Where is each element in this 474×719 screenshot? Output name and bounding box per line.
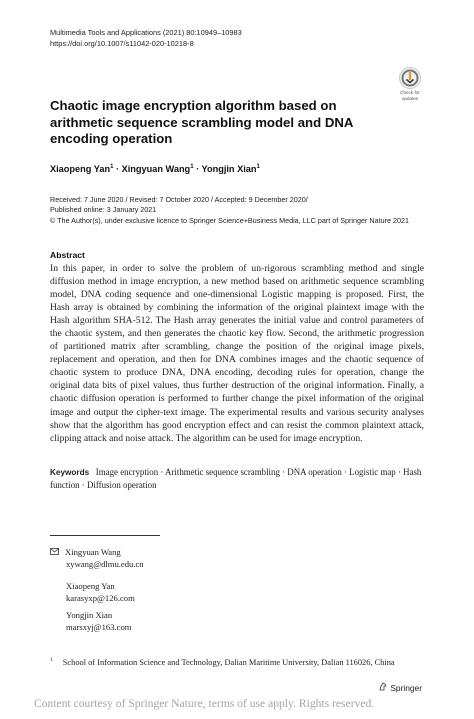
- keywords-list: Image encryption · Arithmetic sequence scrambling · DNA operation · Logistic map · Hash function · Diffusion operation: [50, 467, 422, 490]
- doi-link[interactable]: https://doi.org/10.1007/s11042-020-10218-8: [50, 38, 194, 48]
- author-affil-marker: 1: [110, 164, 114, 170]
- author-name[interactable]: Xingyuan Wang: [121, 164, 191, 174]
- keywords-label: Keywords: [50, 468, 90, 477]
- abstract-text: In this paper, in order to solve the problem of un-rigorous scrambling method and single diffusion method in image encryption, a new method based on arithmetic sequence scrambling model, DNA coding sequence and one-dimensional Logistic mapping is proposed. First, the Hash array is obtained by combining the information of the original plaintext image with the Hash algorithm SHA-512. The Hash array generates the initial value and control parameters of the chaotic system, and then generates the chaotic key flow. Second, the arithmetic progression of partitioned matrix after scrambling, change the position of the original image pixels, replacement and operation, and then for DNA combines images and the chaotic sequence of chaotic system to produce DNA, DNA encoding, decoding rules for operation, change the original data bits of pixel values, thus further destruction of the original information. Finally, a chaotic diffusion operation is performed to further change the pixel information of the original image and output the cipher-text image. The experimental results and various security analyses show that the algorithm has good encryption effect and can resist the common plaintext attack, clipping attack and noise attack. The algorithm can be used for image encryption.: [50, 263, 424, 444]
- springer-horse-icon: [378, 683, 390, 693]
- copyright-line: © The Author(s), under exclusive licence to Springer Science+Business Media, LLC part of Springer Nature 2021: [50, 215, 409, 225]
- journal-header: [50, 28, 242, 49]
- courtesy-watermark: Content courtesy of Springer Nature, terms of use apply. Rights reserved.: [34, 697, 375, 710]
- check-for-updates-icon: [399, 67, 421, 89]
- check-for-updates-label-1: Check for: [400, 90, 420, 95]
- keywords: [50, 466, 428, 492]
- publisher-name: Springer: [390, 683, 422, 693]
- contact-name: Xiaopeng Yan: [66, 581, 115, 591]
- author-name[interactable]: Yongjin Xian: [201, 164, 257, 174]
- author-affil-marker: 1: [190, 164, 194, 170]
- author-separator: ·: [115, 164, 120, 174]
- publisher-logo: [378, 682, 422, 693]
- published-online: Published online: 3 January 2021: [50, 205, 157, 215]
- corresponding-author-name: Xingyuan Wang: [65, 547, 121, 557]
- corresponding-author: [50, 547, 144, 570]
- contact-email[interactable]: marsxyj@163.com: [66, 621, 132, 632]
- author-list: [50, 164, 260, 174]
- check-for-updates-badge[interactable]: [393, 67, 427, 99]
- history-dates: Received: 7 June 2020 / Revised: 7 October 2020 / Accepted: 9 December 2020/: [50, 195, 308, 204]
- author-affil-marker: 1: [256, 164, 260, 170]
- contact-email[interactable]: karasyxp@126.com: [66, 592, 135, 603]
- journal-citation: Multimedia Tools and Applications (2021) 80:10949–10983: [50, 28, 242, 37]
- author-name[interactable]: Xiaopeng Yan: [50, 164, 111, 174]
- contact-block: [66, 610, 131, 633]
- check-for-updates-label-2: updates: [401, 96, 419, 101]
- publication-history: [50, 195, 409, 226]
- contact-block: [66, 581, 135, 604]
- corresponding-author-email[interactable]: xywang@dlmu.edu.cn: [66, 558, 144, 569]
- abstract-heading: Abstract: [50, 250, 85, 260]
- affiliation-text: School of Information Science and Technology, Dalian Maritime University, Dalian 116026, China: [62, 658, 395, 667]
- author-separator: ·: [196, 164, 200, 174]
- affiliation: [50, 657, 395, 667]
- envelope-icon: [50, 547, 59, 559]
- paper-title: Chaotic image encryption algorithm based on arithmetic sequence scrambling model and DNA encoding operation: [50, 98, 353, 147]
- affiliation-marker: 1: [50, 657, 53, 663]
- footnote-divider: [50, 535, 160, 536]
- contact-name: Yongjin Xian: [66, 610, 113, 620]
